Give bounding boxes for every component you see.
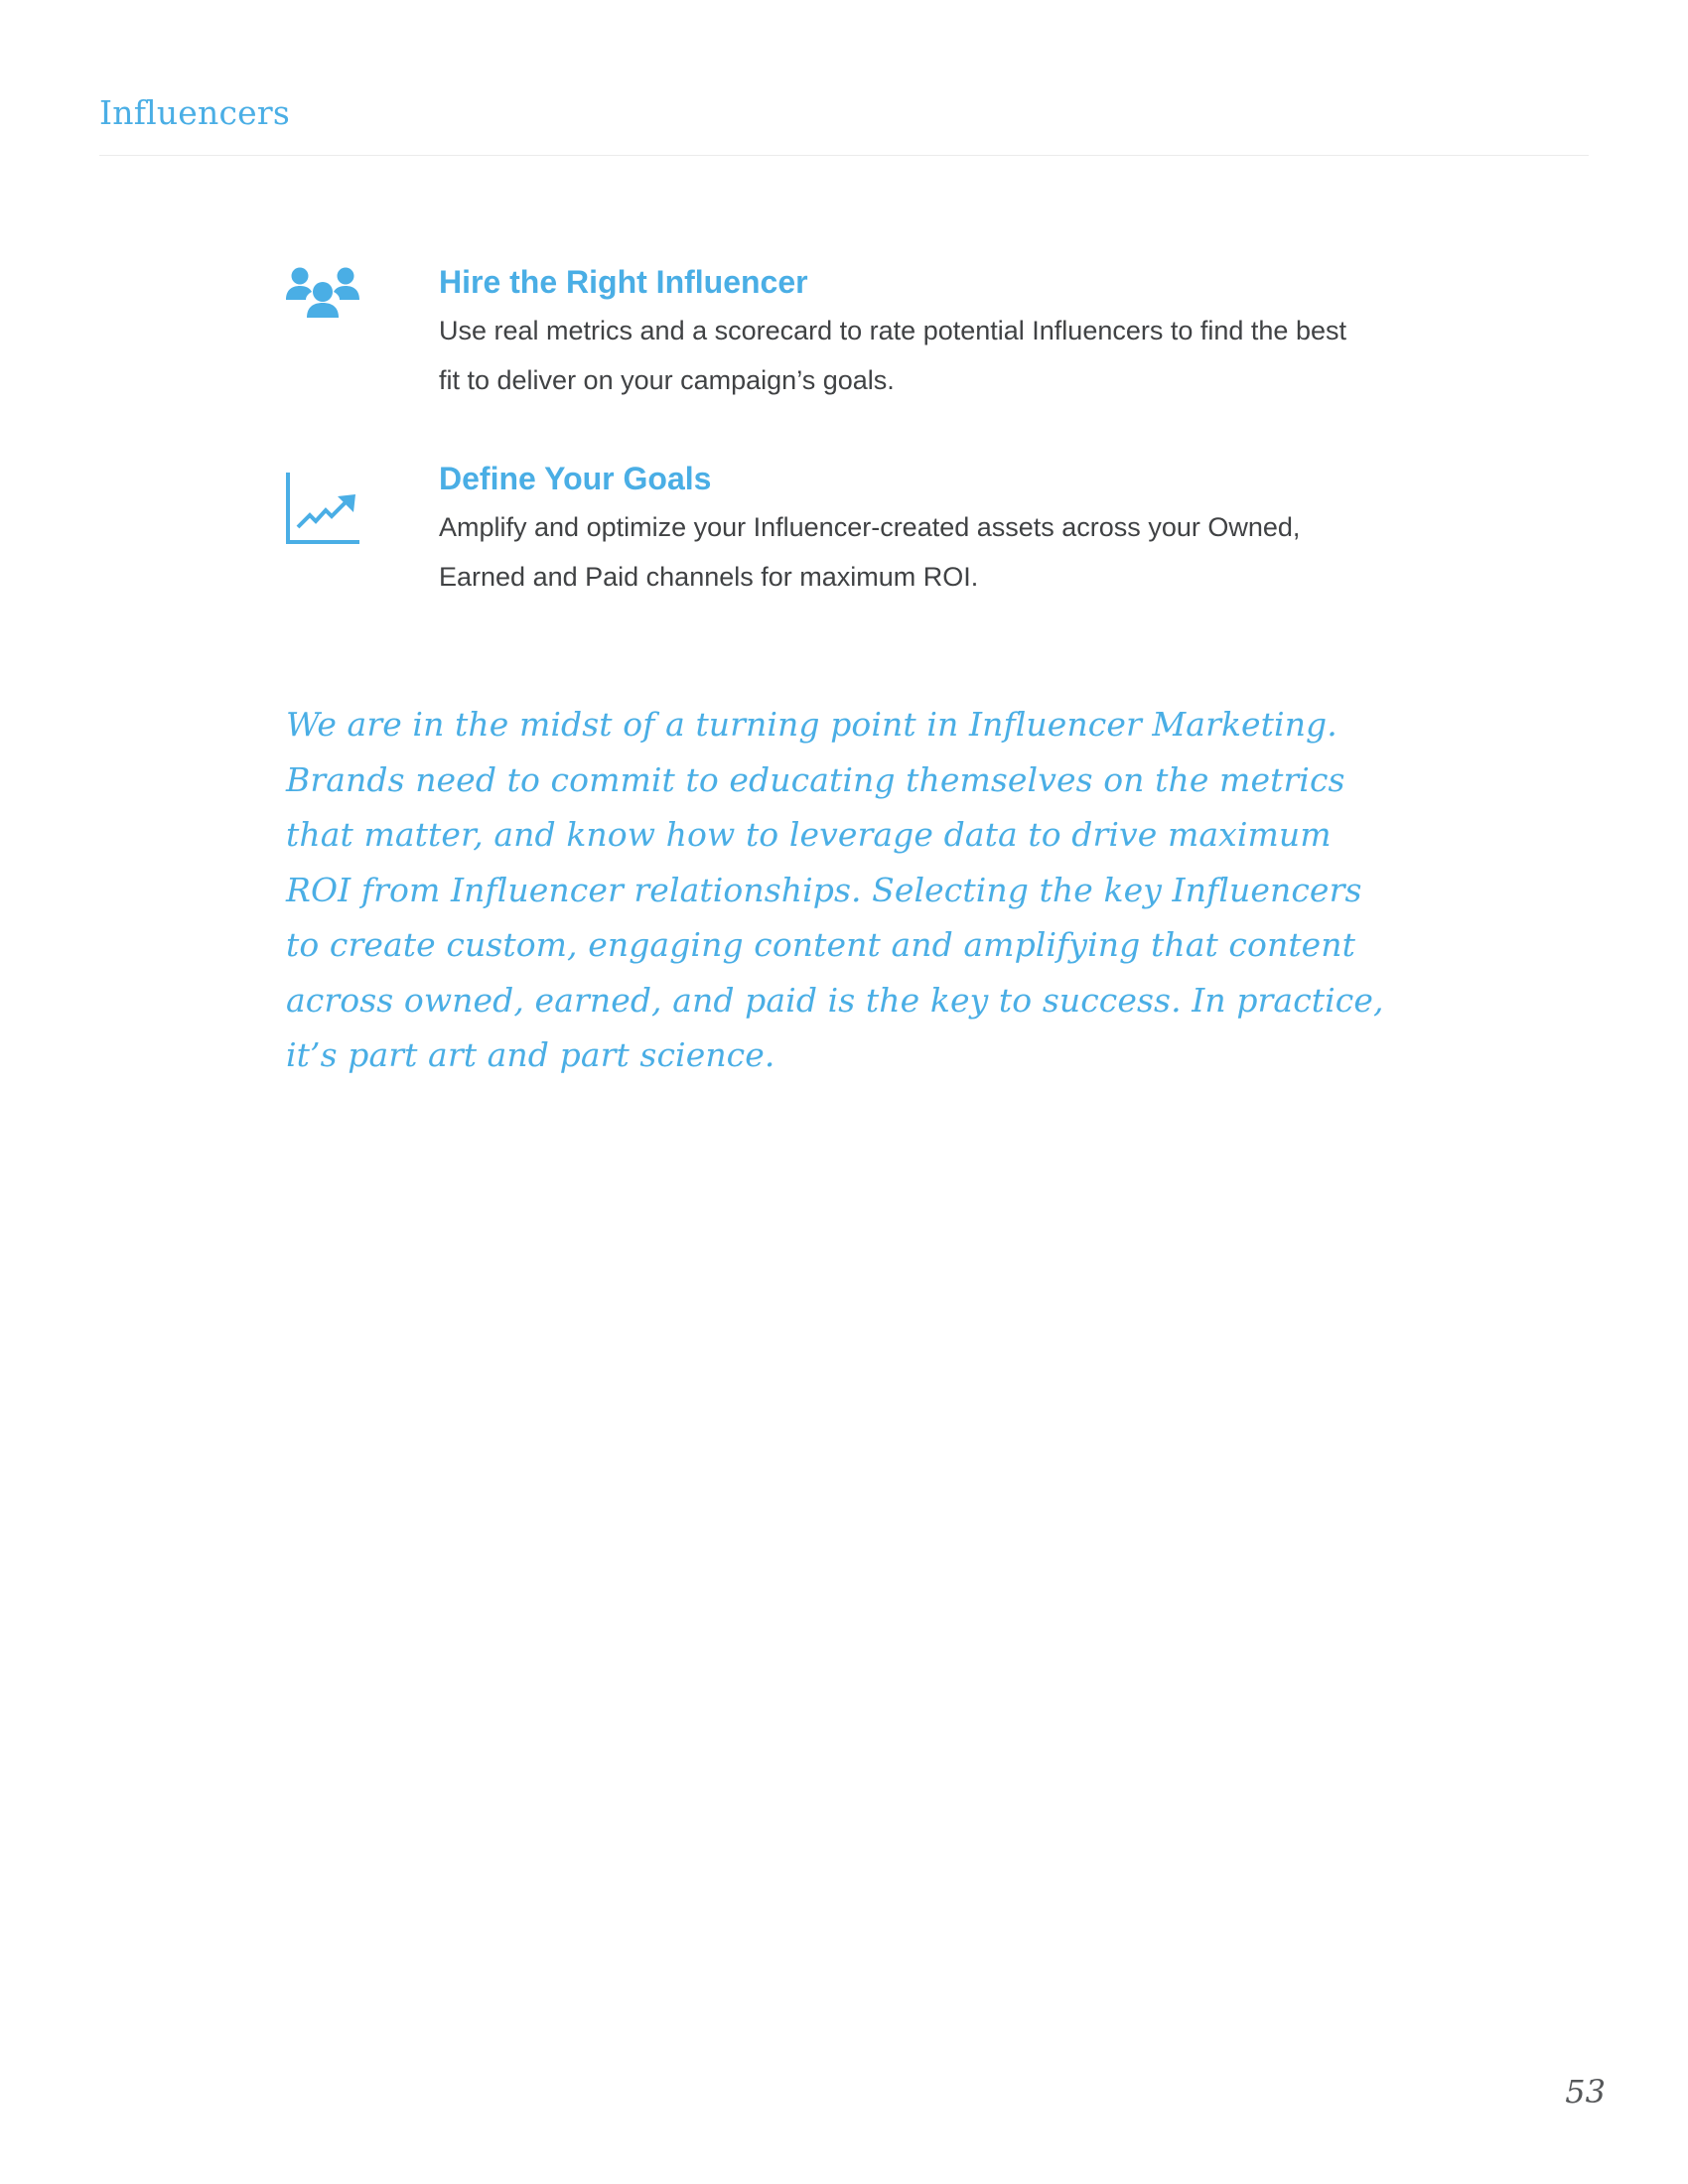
- group-icon: [286, 264, 359, 338]
- page-number: 53: [1565, 2073, 1606, 2111]
- pull-quote: We are in the midst of a turning point in Influencer Marketing. Brands need to commit to educating themselves on the metrics that matter, and know how to leverage data to drive maximum ROI from Influencer relationships. Selecting the key Influencers to create custom, engaging content and amplifying that content across owned, earned, and paid is the key to success. In practice, it’s part art and part science.: [286, 705, 1384, 1074]
- feature-title: Define Your Goals: [439, 461, 712, 496]
- header-divider: [99, 155, 1589, 156]
- feature-text: [439, 457, 1372, 602]
- feature-text: [439, 260, 1372, 405]
- feature-description: Amplify and optimize your Influencer-created assets across your Owned, Earned and Paid channels for maximum ROI.: [439, 512, 1301, 592]
- feature-title: Hire the Right Influencer: [439, 264, 808, 300]
- trending-chart-icon: [286, 473, 359, 546]
- feature-description: Use real metrics and a scorecard to rate potential Influencers to find the best fit to deliver on your campaign’s goals.: [439, 316, 1346, 395]
- running-header: Influencers: [99, 93, 291, 132]
